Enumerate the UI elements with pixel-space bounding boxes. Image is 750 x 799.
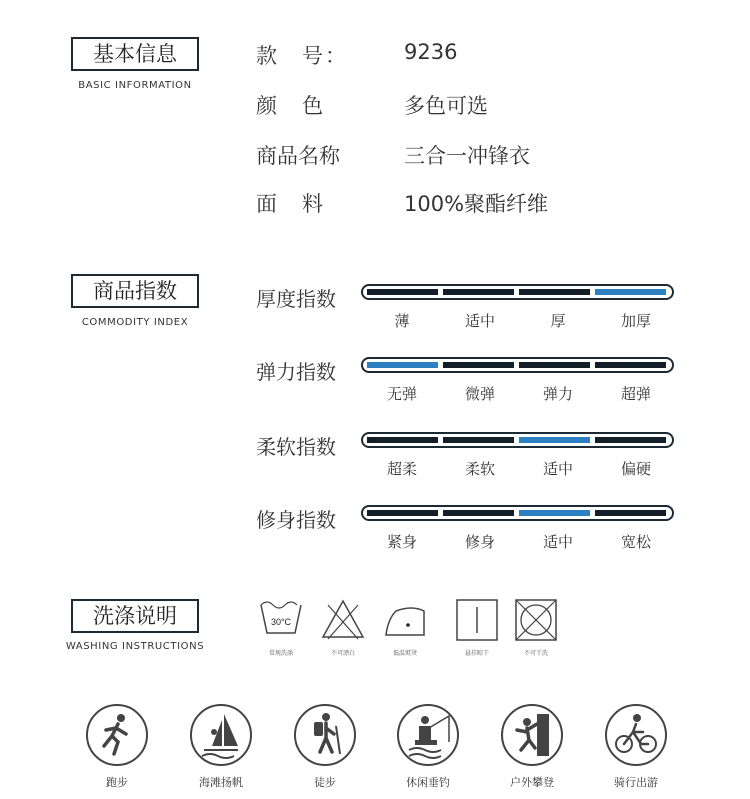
index-level-label: 无弹 <box>386 385 417 403</box>
washing-subtitle: WASHING INSTRUCTIONS <box>65 641 205 652</box>
hiking-label: 徒步 <box>314 776 336 789</box>
index-segment-selected <box>519 437 590 443</box>
fabric-label: 面 料 <box>256 192 325 216</box>
washing-title-box <box>71 599 199 633</box>
index-level-label: 适中 <box>542 460 573 478</box>
product-name-value: 三合一冲锋衣 <box>404 144 530 168</box>
sailing-label: 海滩扬帆 <box>199 776 243 789</box>
wash-30-icon <box>258 597 304 643</box>
hiking-icon <box>294 704 356 766</box>
commodity-index-subtitle: COMMODITY INDEX <box>81 317 189 328</box>
basic-info-subtitle: BASIC INFORMATION <box>78 80 192 91</box>
line-dry-icon <box>454 597 500 643</box>
index-label: 弹力指数 <box>256 360 336 384</box>
index-label: 修身指数 <box>256 508 336 532</box>
index-segment <box>443 289 514 295</box>
climbing-icon <box>501 704 563 766</box>
index-level-label: 厚 <box>550 312 566 330</box>
index-segment <box>595 362 666 368</box>
index-level-label: 偏硬 <box>620 460 651 478</box>
product-name-label: 商品名称 <box>256 144 340 168</box>
index-level-label: 适中 <box>464 312 495 330</box>
basic-info-title-box <box>71 37 199 71</box>
fishing-icon <box>397 704 459 766</box>
index-level-label: 加厚 <box>620 312 651 330</box>
commodity-index-title: 商品指数 <box>93 279 177 303</box>
washing-title: 洗涤说明 <box>93 604 177 628</box>
no-bleach-label: 不可漂白 <box>330 650 355 657</box>
index-segment <box>367 289 438 295</box>
index-level-label: 柔软 <box>464 460 495 478</box>
index-level-label: 适中 <box>542 533 573 551</box>
index-level-label: 微弹 <box>464 385 495 403</box>
index-bar <box>361 284 674 300</box>
style-no-label: 款 号： <box>256 44 348 68</box>
wash-label: 常规洗涤 <box>268 650 293 657</box>
running-label: 跑步 <box>106 776 128 789</box>
index-segment <box>443 362 514 368</box>
index-segment <box>367 510 438 516</box>
index-level-label: 薄 <box>394 312 410 330</box>
no-bleach-icon <box>320 597 366 643</box>
low-iron-icon <box>382 597 428 643</box>
index-bar <box>361 505 674 521</box>
cycling-label: 骑行出游 <box>614 776 658 789</box>
index-level-label: 宽松 <box>620 533 651 551</box>
index-segment-selected <box>519 510 590 516</box>
climbing-label: 户外攀登 <box>510 776 554 789</box>
basic-info-title: 基本信息 <box>93 42 177 66</box>
color-value: 多色可选 <box>404 94 488 118</box>
index-bar <box>361 432 674 448</box>
fishing-label: 休闲垂钓 <box>406 776 450 789</box>
index-segment <box>443 437 514 443</box>
index-level-label: 超柔 <box>386 460 417 478</box>
index-segment <box>595 510 666 516</box>
style-no-value: 9236 <box>404 40 458 64</box>
index-segment <box>519 289 590 295</box>
running-icon <box>86 704 148 766</box>
index-bar <box>361 357 674 373</box>
index-segment <box>595 437 666 443</box>
low-iron-label: 低温熨烫 <box>392 650 417 657</box>
commodity-index-title-box <box>71 274 199 308</box>
index-level-label: 紧身 <box>386 533 417 551</box>
index-segment <box>519 362 590 368</box>
index-segment-selected <box>367 362 438 368</box>
wash-temp: 30°C <box>270 617 292 627</box>
index-level-label: 修身 <box>464 533 495 551</box>
index-label: 柔软指数 <box>256 435 336 459</box>
no-tumble-dry-icon <box>513 597 559 643</box>
line-dry-label: 悬挂晾干 <box>464 650 489 657</box>
color-label: 颜 色 <box>256 94 325 118</box>
index-level-label: 超弹 <box>620 385 651 403</box>
index-segment <box>367 437 438 443</box>
index-label: 厚度指数 <box>256 287 336 311</box>
no-tumble-dry-label: 不可干洗 <box>523 650 548 657</box>
sailing-icon <box>190 704 252 766</box>
index-segment <box>443 510 514 516</box>
cycling-icon <box>605 704 667 766</box>
fabric-value: 100%聚酯纤维 <box>404 192 549 216</box>
index-level-label: 弹力 <box>542 385 573 403</box>
index-segment-selected <box>595 289 666 295</box>
